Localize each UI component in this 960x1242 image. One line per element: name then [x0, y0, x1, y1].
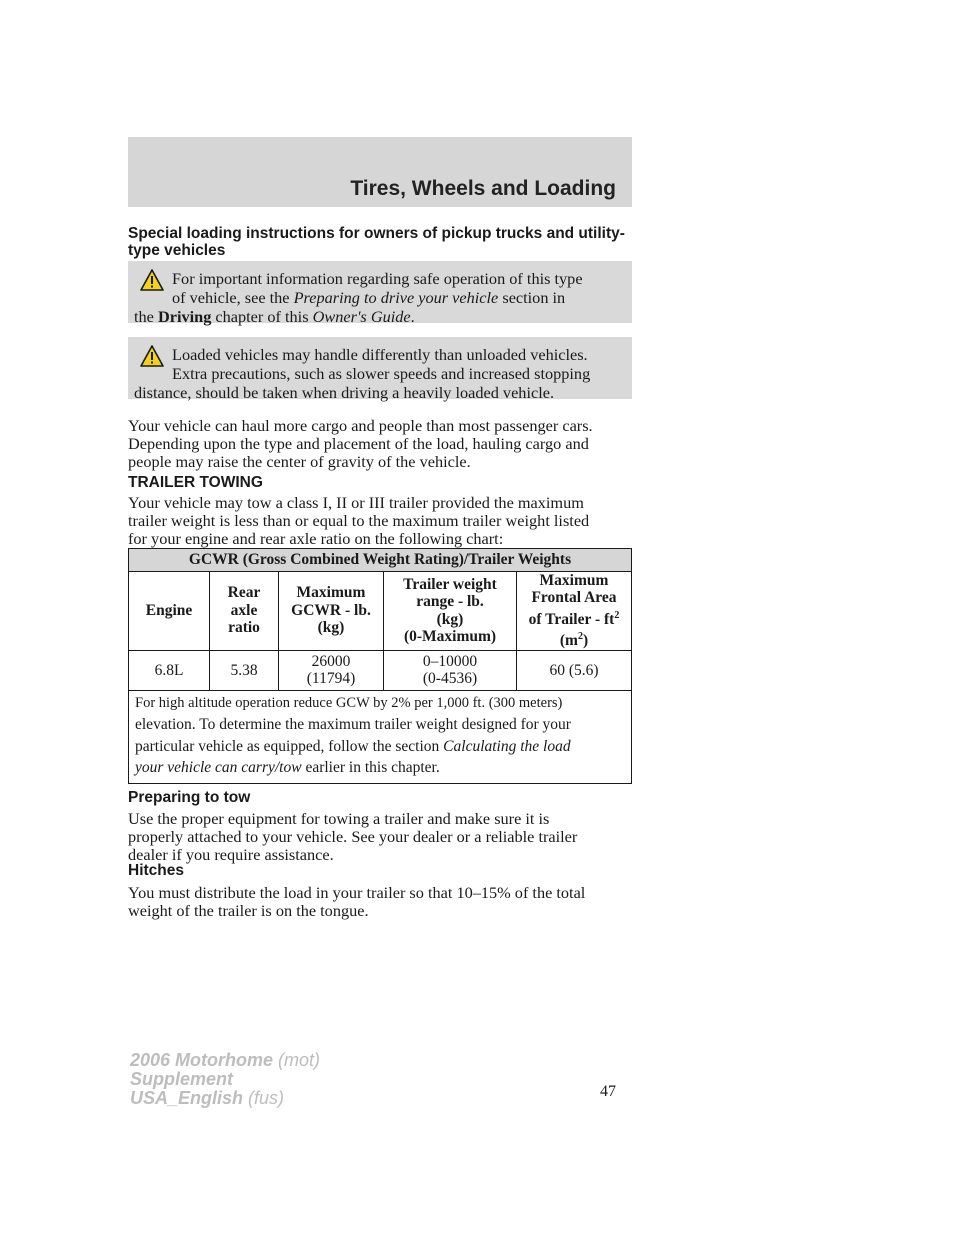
paragraph-preparing	[128, 810, 632, 864]
table-row	[129, 650, 632, 690]
paragraph-hitches	[128, 884, 632, 920]
col-header-frontal-area: Maximum Frontal Area of Trailer - $ft^2$ $(m^2)$	[517, 571, 632, 650]
col-header-max-gcwr: Maximum GCWR - lb. (kg)	[279, 571, 384, 650]
owners-guide-ref: Owner's Guide	[312, 307, 411, 326]
chapter-title: Tires, Wheels and Loading	[350, 177, 616, 200]
chapter-header-band	[128, 137, 632, 207]
paragraph-line: properly attached to your vehicle. See your dealer or a reliable trailer	[128, 827, 578, 846]
warning-2-line-3: distance, should be taken when driving a heavily loaded vehicle.	[134, 383, 555, 402]
table-title: GCWR (Gross Combined Weight Rating)/Trailer Weights	[129, 549, 632, 572]
paragraph-line: people may raise the center of gravity of the vehicle.	[128, 452, 471, 471]
link-preparing-to-drive: Preparing to drive your vehicle	[293, 288, 499, 307]
paragraph-line: Your vehicle can haul more cargo and people than most passenger cars.	[128, 416, 593, 435]
cell-engine: 6.8L	[129, 650, 210, 690]
heading-trailer-towing: TRAILER TOWING	[128, 474, 263, 491]
link-calculating-load: Calculating the load	[443, 737, 571, 755]
heading-hitches: Hitches	[128, 862, 184, 879]
paragraph-line: You must distribute the load in your trailer so that 10–15% of the total	[128, 883, 586, 902]
warning-box-loaded-vehicles	[128, 337, 632, 402]
cell-frontal-area: 60 (5.6)	[517, 650, 632, 690]
section-title	[128, 225, 632, 259]
page-number: 47	[600, 1083, 616, 1100]
paragraph-line: dealer if you require assistance.	[128, 845, 334, 864]
cell-gcwr: 26000 (11794)	[279, 650, 384, 690]
warning-triangle-icon	[140, 345, 164, 367]
col-header-trailer-weight: Trailer weight range - lb. (kg) (0-Maximum)	[384, 571, 517, 650]
section-title-text: Special loading instructions for owners of pickup trucks and utility-type vehicles	[128, 225, 625, 259]
warning-box-safe-operation	[128, 261, 632, 326]
warning-2-line-2: Extra precautions, such as slower speeds and increased stopping	[172, 364, 591, 383]
col-header-rear-axle: Rear axle ratio	[210, 571, 279, 650]
cell-axle: 5.38	[210, 650, 279, 690]
warning-2-line-1: Loaded vehicles may handle differently than unloaded vehicles.	[172, 345, 588, 364]
paragraph-line: Depending upon the type and placement of the load, hauling cargo and	[128, 434, 589, 453]
warning-1-line-2: of vehicle, see the Preparing to drive your vehicle section in	[172, 288, 566, 307]
paragraph-trailer-towing	[128, 494, 632, 548]
warning-triangle-icon	[140, 269, 164, 291]
warning-1-line-3: the Driving chapter of this Owner's Guide.	[134, 307, 415, 326]
document-footer: 2006 Motorhome (mot) Supplement USA_English (fus)	[130, 1050, 321, 1108]
paragraph-line: Your vehicle may tow a class I, II or III trailer provided the maximum	[128, 493, 584, 512]
driving-chapter-ref: Driving	[157, 307, 212, 326]
table-footnote: For high altitude operation reduce GCW by 2% per 1,000 ft. (300 meters) elevation. To determine the maximum trailer weight designed for your particular vehicle as equipped, follow the section Calculating the load your vehicle can carry/tow earlier in this chapter.	[129, 690, 632, 783]
paragraph-line: trailer weight is less than or equal to the maximum trailer weight listed	[128, 511, 590, 530]
warning-1-line-1: For important information regarding safe operation of this type	[172, 269, 583, 288]
paragraph-line: Use the proper equipment for towing a trailer and make sure it is	[128, 809, 550, 828]
paragraph-cargo	[128, 417, 632, 471]
cell-trailer-weight: 0–10000 (0-4536)	[384, 650, 517, 690]
col-header-engine: Engine	[129, 571, 210, 650]
heading-preparing-to-tow: Preparing to tow	[128, 789, 251, 806]
paragraph-line: weight of the trailer is on the tongue.	[128, 901, 369, 920]
paragraph-line: for your engine and rear axle ratio on the following chart:	[128, 529, 504, 548]
gcwr-table	[128, 548, 632, 784]
